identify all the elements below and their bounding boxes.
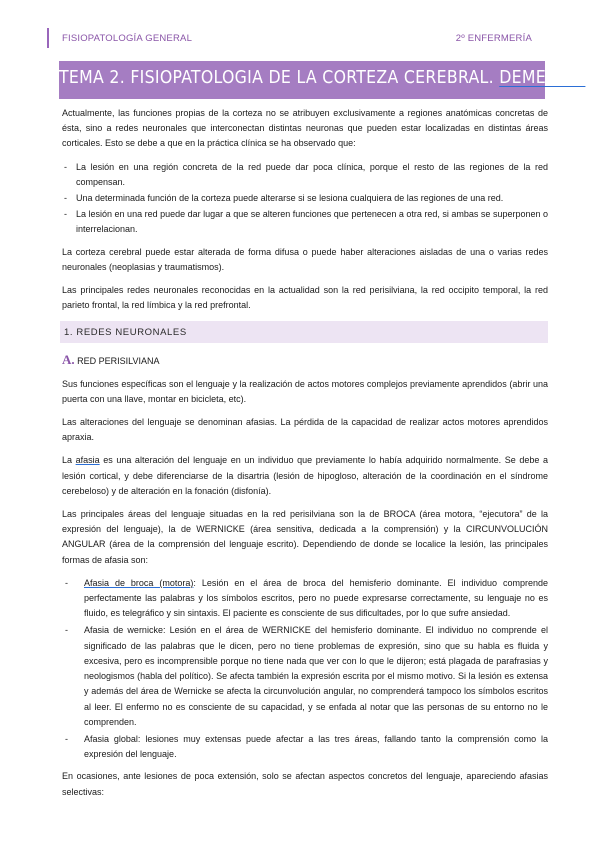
afasia-definition-paragraph [62, 453, 548, 499]
selective-afasias-paragraph: En ocasiones, ante lesiones de poca extensión, solo se afectan aspectos concretos del lenguaje, apareciendo afasias selectivas: [62, 771, 548, 797]
header-course: FISIOPATOLOGÍA GENERAL [62, 33, 193, 44]
section-heading: 1. REDES NEURONALES [60, 321, 548, 343]
afasia-type-item [62, 576, 548, 622]
afasia-type-item [62, 732, 548, 762]
language-areas-paragraph: Las principales áreas del lenguaje situadas en la red perisilviana son la de BROCA (área motora, “ejecutora” de la expresión del lenguaje), la de WERNICKE (área sensitiva, dedicada a la comprensión) y la CIRCUNVOLUCIÓN ANGULAR (área de la comprensión del lenguaje escrito). Dependiendo de donde se localice la lesión, las principales formas de afasia son: [62, 509, 548, 565]
subsection-heading [62, 352, 548, 369]
title-banner [59, 61, 586, 99]
afasia-type-item [62, 623, 548, 729]
header-accent-bar [47, 28, 49, 48]
afasia-type-text: Afasia de wernicke: Lesión en el área de WERNICKE del hemisferio dominante. El individuo no comprende el significado de las palabras que le dicen, pero no tiene problemas de expresión, sino que su habla es fluida y excesiva, pero es incomprensible porque no tiene nada que ver con lo que le dijeron; está plagada de parafrasias y neologismos (habla del político). Se afecta también la expresión escrita por el mismo motivo. Si la lesión es extensa y además del área de Wernicke se afecta la circunvolución angular, no comprenderá tampoco los símbolos escritos al leer. El enfermo no es consciente de su capacidad, y se enfada al notar que las personas de su entorno no le comprenden. [84, 625, 548, 727]
document-body [62, 106, 548, 808]
perisilviana-paragraph-1: Sus funciones específicas son el lenguaje y la realización de actos motores complejos previamente aprendidos (abrir una puerta con una llave, montar en bicicleta, etc). [62, 378, 548, 404]
afasia-term-link[interactable]: afasia [75, 455, 100, 466]
intro-list-item: - La lesión en una región concreta de la red puede dar poca clínica, porque el resto de las regiones de la red compensan. [62, 160, 548, 190]
afasia-type-text: : Lesión en el área de broca del hemisferio dominante. El individuo comprende perfectamente las palabras y los símbolos escritos, pero no puede expresarse correctamente, su lenguaje no es fluido, es telegráfico y sin sintaxis. El paciente es consciente de sus dificultades, por lo que sufre ansiedad. [84, 577, 548, 619]
page-title [59, 68, 586, 88]
intro-paragraph-1: Actualmente, las funciones propias de la corteza no se atribuyen exclusivamente a regiones anatómicas concretas de ésta, sino a redes neuronales que interconectan distintas neuronas que pueden estar localizadas en distintas áreas corticales. Esto se debe a que en la práctica clínica se ha observado que: [62, 108, 548, 149]
perisilviana-paragraph-2: Las alteraciones del lenguaje se denominan afasias. La pérdida de la capacidad de realizar actos motores aprendidos apraxia. [62, 417, 548, 443]
subsection-letter: A. [62, 352, 75, 368]
title-underlined: DEMENCIA [499, 68, 586, 88]
afasia-pre: La [62, 455, 76, 466]
afasia-type-text: Afasia global: lesiones muy extensas puede afectar a las tres áreas, fallando tanto la comprensión como la expresión del lenguaje. [84, 733, 548, 760]
intro-list [62, 160, 548, 238]
intro-paragraph-3: Las principales redes neuronales reconocidas en la actualidad son la red perisilviana, la red occipito temporal, la red parieto frontal, la red límbica y la red prefrontal. [62, 285, 548, 311]
afasia-broca-link[interactable]: Afasia de broca (motora) [84, 577, 194, 588]
subsection-title: RED PERISILVIANA [77, 356, 160, 367]
header-year: 2º ENFERMERÍA [455, 33, 532, 44]
afasia-types-list [62, 576, 548, 762]
intro-list-item: - Una determinada función de la corteza puede alterarse si se lesiona cualquiera de las regiones de una red. [62, 191, 548, 206]
title-main: TEMA 2. FISIOPATOLOGIA DE LA CORTEZA CEREBRAL. [59, 68, 500, 88]
intro-paragraph-2: La corteza cerebral puede estar alterada de forma difusa o puede haber alteraciones aisladas de una o varias redes neuronales (neoplasias y traumatismos). [62, 246, 548, 272]
afasia-post: es una alteración del lenguaje en un individuo que previamente lo había adquirido normalmente. Se debe a lesión cortical, y debe diferenciarse de la disartria (lesión de hipogloso, alteración de la coordinación en el síndrome cerebeloso) y de alteración en la fonación (disfonía). [62, 455, 548, 496]
intro-list-item: - La lesión en una red puede dar lugar a que se alteren funciones que pertenecen a otra red, si ambas se superponen o interrelacionan. [62, 207, 548, 237]
